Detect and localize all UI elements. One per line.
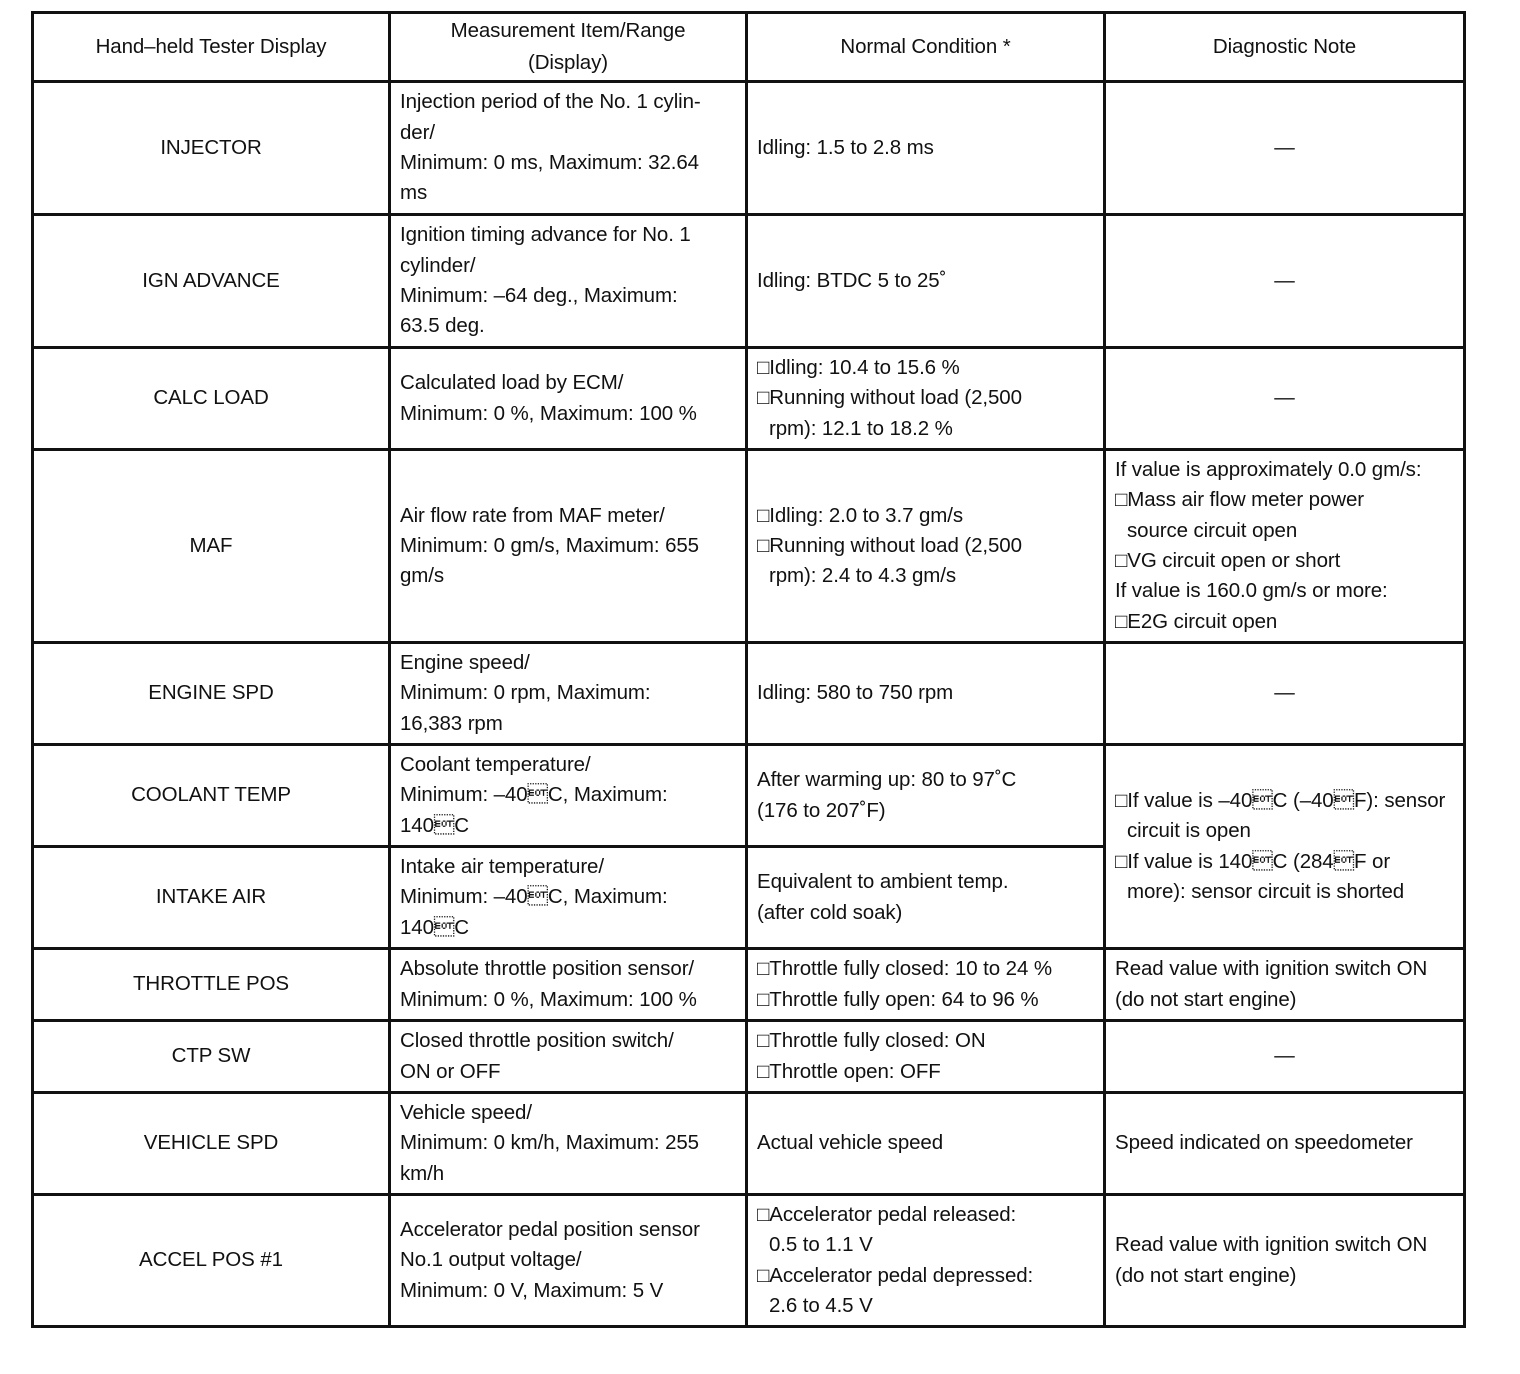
tester-display-cell: COOLANT TEMP — [33, 745, 390, 847]
tester-display-cell: THROTTLE POS — [33, 949, 390, 1021]
normal-condition-cell: □Throttle fully closed: ON □Throttle open: OFF — [747, 1021, 1105, 1093]
measurement-range-cell: Closed throttle position switch/ ON or OFF — [390, 1021, 747, 1093]
normal-condition-cell: Idling: 580 to 750 rpm — [747, 643, 1105, 745]
header-normal-condition: Normal Condition * — [747, 13, 1105, 82]
table-row — [33, 1093, 1465, 1195]
table-row — [33, 450, 1465, 643]
normal-condition-cell: Idling: BTDC 5 to 25˚ — [747, 215, 1105, 348]
normal-condition-cell: □Idling: 2.0 to 3.7 gm/s □Running without load (2,500 rpm): 2.4 to 4.3 gm/s — [747, 450, 1105, 643]
tester-display-cell: MAF — [33, 450, 390, 643]
diagnostic-note-cell: — — [1105, 348, 1465, 450]
diagnostic-note-cell: Read value with ignition switch ON (do not start engine) — [1105, 1195, 1465, 1327]
table-row — [33, 1021, 1465, 1093]
normal-condition-cell: Actual vehicle speed — [747, 1093, 1105, 1195]
diagnostic-note-cell: □If value is –40C (–40F): sensor circuit is open □If value is 140C (284F or more): sensor circuit is shorted — [1105, 745, 1465, 949]
measurement-range-cell: Injection period of the No. 1 cylin- der/ Minimum: 0 ms, Maximum: 32.64 ms — [390, 82, 747, 215]
data-list-table — [31, 11, 1466, 1328]
table-row — [33, 745, 1465, 847]
measurement-range-cell: Calculated load by ECM/ Minimum: 0 %, Maximum: 100 % — [390, 348, 747, 450]
tester-display-cell: IGN ADVANCE — [33, 215, 390, 348]
normal-condition-cell: Equivalent to ambient temp. (after cold soak) — [747, 847, 1105, 949]
measurement-range-cell: Absolute throttle position sensor/ Minimum: 0 %, Maximum: 100 % — [390, 949, 747, 1021]
normal-condition-cell: After warming up: 80 to 97˚C (176 to 207˚F) — [747, 745, 1105, 847]
table-row — [33, 949, 1465, 1021]
measurement-range-cell: Intake air temperature/ Minimum: –40C, Maximum: 140C — [390, 847, 747, 949]
measurement-range-cell: Ignition timing advance for No. 1 cylinder/ Minimum: –64 deg., Maximum: 63.5 deg. — [390, 215, 747, 348]
normal-condition-cell: Idling: 1.5 to 2.8 ms — [747, 82, 1105, 215]
table-row — [33, 643, 1465, 745]
tester-display-cell: CALC LOAD — [33, 348, 390, 450]
measurement-range-cell: Accelerator pedal position sensor No.1 output voltage/ Minimum: 0 V, Maximum: 5 V — [390, 1195, 747, 1327]
normal-condition-cell: □Idling: 10.4 to 15.6 % □Running without load (2,500 rpm): 12.1 to 18.2 % — [747, 348, 1105, 450]
normal-condition-cell: □Throttle fully closed: 10 to 24 % □Throttle fully open: 64 to 96 % — [747, 949, 1105, 1021]
diagnostic-note-cell: Speed indicated on speedometer — [1105, 1093, 1465, 1195]
measurement-range-cell: Vehicle speed/ Minimum: 0 km/h, Maximum: 255 km/h — [390, 1093, 747, 1195]
measurement-range-cell: Coolant temperature/ Minimum: –40C, Maximum: 140C — [390, 745, 747, 847]
tester-display-cell: INJECTOR — [33, 82, 390, 215]
diagnostic-note-cell: — — [1105, 1021, 1465, 1093]
diagnostic-note-cell: Read value with ignition switch ON (do not start engine) — [1105, 949, 1465, 1021]
normal-condition-cell: □Accelerator pedal released: 0.5 to 1.1 V □Accelerator pedal depressed: 2.6 to 4.5 V — [747, 1195, 1105, 1327]
header-display: Hand–held Tester Display — [33, 13, 390, 82]
diagnostic-note-cell: — — [1105, 643, 1465, 745]
tester-display-cell: CTP SW — [33, 1021, 390, 1093]
table-row — [33, 215, 1465, 348]
measurement-range-cell: Air flow rate from MAF meter/ Minimum: 0 gm/s, Maximum: 655 gm/s — [390, 450, 747, 643]
table-row — [33, 82, 1465, 215]
header-diagnostic-note: Diagnostic Note — [1105, 13, 1465, 82]
measurement-range-cell: Engine speed/ Minimum: 0 rpm, Maximum: 16,383 rpm — [390, 643, 747, 745]
tester-display-cell: ACCEL POS #1 — [33, 1195, 390, 1327]
table-row — [33, 1195, 1465, 1327]
tester-display-cell: INTAKE AIR — [33, 847, 390, 949]
diagnostic-note-cell: If value is approximately 0.0 gm/s: □Mass air flow meter power source circuit open □VG circuit open or short If value is 160.0 gm/s or more: □E2G circuit open — [1105, 450, 1465, 643]
tester-display-cell: VEHICLE SPD — [33, 1093, 390, 1195]
diagnostic-note-cell: — — [1105, 215, 1465, 348]
header-row — [33, 13, 1465, 82]
diagnostic-note-cell: — — [1105, 82, 1465, 215]
table-row — [33, 348, 1465, 450]
header-range: Measurement Item/Range (Display) — [390, 13, 747, 82]
tester-display-cell: ENGINE SPD — [33, 643, 390, 745]
